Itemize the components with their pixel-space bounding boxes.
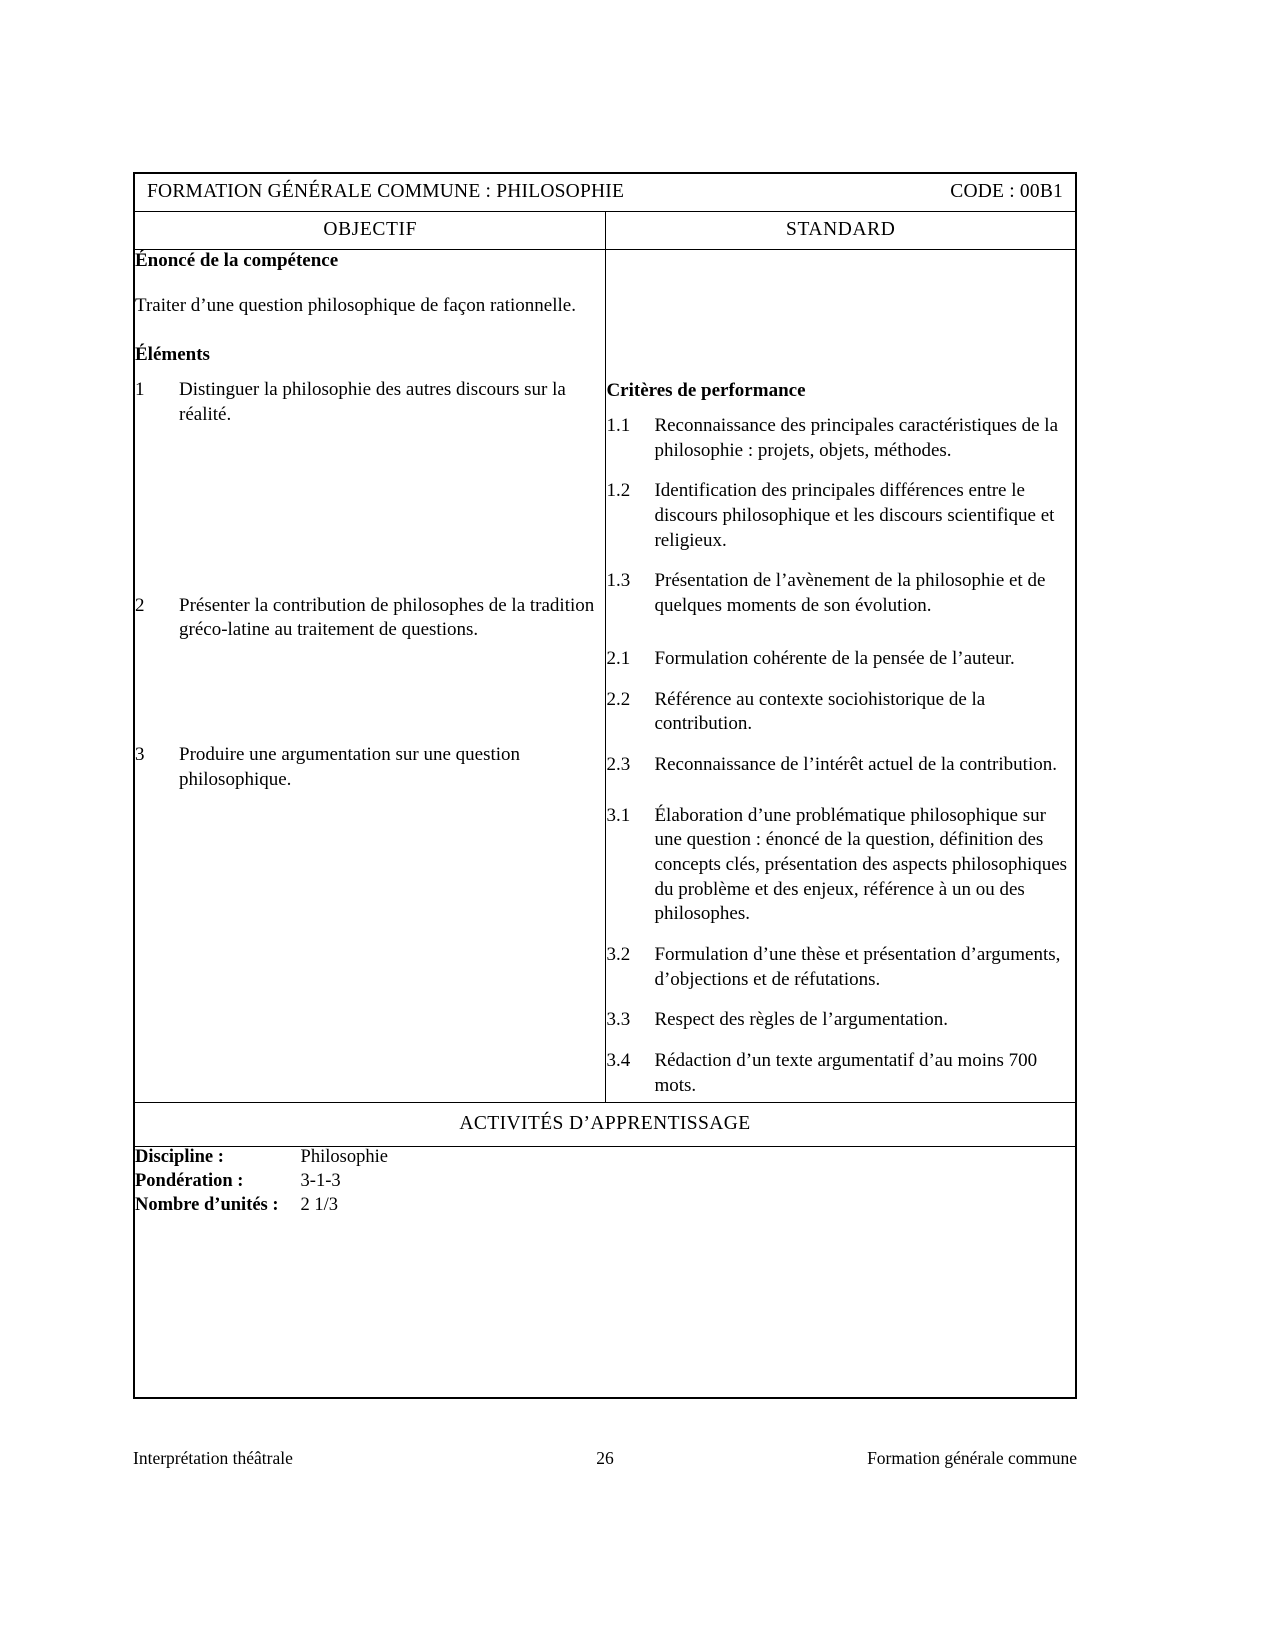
standard-header-cell bbox=[606, 212, 1076, 250]
activities-content-row bbox=[134, 1147, 1076, 1399]
footer-page-number: 26 bbox=[596, 1448, 614, 1468]
competency-table bbox=[133, 172, 1077, 1399]
criterion-item bbox=[606, 804, 1075, 927]
table-row bbox=[135, 1171, 388, 1195]
criterion-text: Formulation cohérente de la pensée de l’auteur. bbox=[654, 647, 1015, 669]
footer-right-text: Formation générale commune bbox=[867, 1448, 1077, 1468]
criterion-number: 1.2 bbox=[606, 480, 631, 502]
criteres-title: Critères de performance bbox=[606, 380, 806, 401]
program-title: FORMATION GÉNÉRALE COMMUNE : PHILOSOPHIE bbox=[147, 181, 625, 202]
criterion-item bbox=[606, 688, 1075, 737]
column-headers-row bbox=[134, 212, 1076, 250]
element-text: Présenter la contribution de philosophes de la tradition gréco-latine au traitement de questions. bbox=[179, 594, 595, 641]
activities-details-cell bbox=[134, 1147, 1076, 1399]
criterion-text: Respect des règles de l’argumentation. bbox=[654, 1009, 948, 1031]
page-footer bbox=[133, 1448, 1077, 1469]
content-row bbox=[134, 250, 1076, 1103]
standard-cell bbox=[606, 250, 1076, 1103]
discipline-label: Discipline : bbox=[135, 1147, 224, 1168]
criterion-text: Reconnaissance des principales caractéristiques de la philosophie : projets, objets, méthodes. bbox=[654, 415, 1059, 461]
criterion-item bbox=[606, 414, 1075, 463]
ponderation-value: 3-1-3 bbox=[300, 1171, 341, 1192]
element-text: Produire une argumentation sur une question philosophique. bbox=[179, 744, 521, 790]
criterion-number: 3.4 bbox=[606, 1050, 631, 1072]
objectif-header: OBJECTIF bbox=[323, 219, 418, 240]
criterion-text: Identification des principales différences entre le discours philosophique et les discours scientifique et religieux. bbox=[654, 480, 1055, 551]
unites-label: Nombre d’unités : bbox=[135, 1195, 279, 1216]
elements-title: Éléments bbox=[135, 344, 210, 366]
title-bar-cell bbox=[134, 173, 1076, 212]
objectif-cell bbox=[134, 250, 606, 1103]
unites-value: 2 1/3 bbox=[300, 1195, 339, 1216]
element-number: 2 bbox=[135, 594, 145, 616]
criterion-number: 3.2 bbox=[606, 944, 631, 965]
criterion-item bbox=[606, 647, 1075, 672]
criterion-item bbox=[606, 569, 1075, 618]
activities-header-cell bbox=[134, 1103, 1076, 1147]
criterion-item bbox=[606, 1008, 1075, 1033]
criterion-text: Présentation de l’avènement de la philosophie et de quelques moments de son évolution. bbox=[654, 570, 1046, 617]
criterion-item bbox=[606, 479, 1075, 553]
criterion-text: Formulation d’une thèse et présentation d’arguments, d’objections et de réfutations. bbox=[654, 944, 1061, 990]
criterion-item bbox=[606, 1049, 1075, 1098]
element-text: Distinguer la philosophie des autres discours sur la réalité. bbox=[179, 379, 566, 425]
objectif-header-cell bbox=[134, 212, 606, 250]
table-row bbox=[135, 1195, 388, 1219]
criterion-number: 2.2 bbox=[606, 688, 631, 710]
criterion-number: 2.1 bbox=[606, 647, 631, 669]
criterion-text: Référence au contexte sociohistorique de la contribution. bbox=[654, 688, 986, 735]
discipline-info-table bbox=[135, 1147, 388, 1219]
criterion-text: Rédaction d’un texte argumentatif d’au moins 700 mots. bbox=[654, 1050, 1038, 1096]
criterion-number: 3.1 bbox=[606, 804, 631, 826]
enonce-title: Énoncé de la compétence bbox=[135, 250, 339, 271]
criterion-number: 1.3 bbox=[606, 570, 631, 592]
criterion-text: Élaboration d’une problématique philosophique sur une question : énoncé de la question, définition des concepts clés, présentation des aspects philosophiques du problème et des enjeux, référence à un ou des philosophes. bbox=[654, 804, 1068, 925]
criterion-number: 3.3 bbox=[606, 1009, 631, 1031]
activities-title: ACTIVITÉS D’APPRENTISSAGE bbox=[459, 1113, 751, 1135]
element-item bbox=[135, 594, 605, 643]
criterion-item bbox=[606, 753, 1075, 778]
enonce-text: Traiter d’une question philosophique de façon rationnelle. bbox=[135, 295, 576, 316]
criterion-number: 2.3 bbox=[606, 753, 631, 775]
criterion-text: Reconnaissance de l’intérêt actuel de la contribution. bbox=[654, 753, 1057, 775]
element-item bbox=[135, 743, 605, 792]
element-number: 1 bbox=[135, 379, 145, 401]
table-row bbox=[135, 1147, 388, 1171]
ponderation-label: Pondération : bbox=[135, 1171, 244, 1192]
competency-code: CODE : 00B1 bbox=[950, 181, 1063, 202]
standard-header: STANDARD bbox=[786, 219, 896, 240]
element-item bbox=[135, 378, 605, 427]
footer-left-text: Interprétation théâtrale bbox=[133, 1448, 293, 1468]
table-header-row bbox=[134, 173, 1076, 212]
criterion-item bbox=[606, 943, 1075, 992]
criterion-number: 1.1 bbox=[606, 415, 631, 436]
discipline-value: Philosophie bbox=[300, 1147, 388, 1168]
element-number: 3 bbox=[135, 744, 145, 766]
title-bar bbox=[135, 174, 1075, 211]
activities-header-row bbox=[134, 1103, 1076, 1147]
